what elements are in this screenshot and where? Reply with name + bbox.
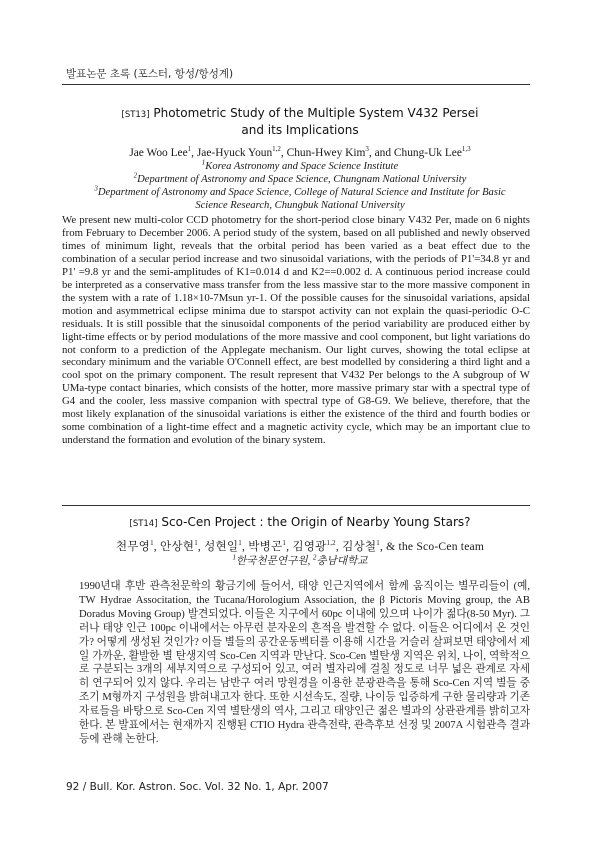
author-affil-mark: 1 — [282, 539, 287, 548]
article1-title-line2: and its Implications — [241, 123, 359, 137]
author-separator: , — [197, 540, 205, 553]
top-rule — [62, 84, 530, 85]
author-separator: , — [242, 540, 249, 553]
author-name: 안상현 — [159, 540, 195, 553]
article2-authors — [62, 540, 538, 554]
article2-affiliations — [62, 555, 538, 568]
author-name: 김영광 — [292, 540, 327, 553]
article2-title — [62, 515, 538, 532]
author-affil-mark: 1 — [187, 145, 192, 154]
article1-title — [62, 106, 538, 138]
article1-affiliations — [62, 160, 538, 212]
author-separator: , and — [368, 147, 394, 159]
affiliation-text: 충남대학교 — [316, 556, 368, 567]
section-divider — [62, 505, 530, 506]
author-name: Chung-Uk Lee — [393, 147, 462, 159]
article1-code: [ST13] — [121, 110, 150, 120]
author-name: Jae-Hyuck Youn — [196, 147, 273, 159]
author-separator: , — [153, 540, 160, 553]
author-affil-mark: 1,2 — [272, 145, 281, 154]
affiliation-text: Department of Astronomy and Space Science, Chungnam National University — [137, 174, 467, 185]
author-name: Jae Woo Lee — [129, 147, 188, 159]
author-affil-mark: 1 — [194, 539, 198, 548]
affiliation-line — [62, 199, 538, 212]
author-name: 김상철 — [342, 540, 377, 553]
author-separator: , — [335, 540, 343, 553]
article1-abstract — [62, 214, 530, 447]
author-name: 박병곤 — [248, 540, 283, 553]
author-name: 성현일 — [204, 540, 239, 553]
affiliation-text: Science Research, Chungbuk National University — [195, 200, 405, 211]
affiliation-line — [62, 186, 538, 199]
affiliation-mark: 2 — [312, 553, 317, 562]
affiliation-text: 한국천문연구원, — [235, 556, 313, 567]
author-affil-mark: 1 — [150, 539, 154, 548]
author-name: 천무영 — [115, 540, 151, 553]
article2-abstract-text: 1990년대 후반 관측천문학의 황금기에 들어서, 태양 인근지역에서 함께 움직이는 별무리들이 (예, TW Hydrae Associtation, the Tucana/Horologium Association, the β Pictoris Moving group, the AB Doradus Moving Group) 발견되었다. 이들은 지구에서 60pc 이내에 있으며 나이가 젊다(8-50 Myr). 그러나 태양 인근 100pc 이내에서는 아무런 분자운의 흔적을 발견할 수 없다. 이들은 어디에서 온 것인가? 어떻게 생성된 것인가? 이들 별들의 공간운동벡터를 이용해 시간을 거슬러 살펴보면 태양에서 제일 가까운, 활발한 별 탄생지역 Sco-Cen 지역과 만난다. Sco-Cen 별탄생 지역은 위치, 나이, 역학적으로 구분되는 3개의 세부지역으로 구성되어 있고, 여러 별자리에 걸칠 정도로 너무 넓은 관계로 자세히 연구되어 있지 않다. 우리는 남반구 여러 망원경을 이용한 분광관측을 통해 Sco-Cen 지역 별들 중 조기 M형까지 구성원을 밝혀내고자 한다. 또한 시선속도, 질량, 나이등 입증하게 구한 물리량과 기존 자료들을 바탕으로 Sco-Cen 지역 별탄생의 역사, 그리고 태양인근 젊은 별과의 상관관계를 밝히고자 한다. 본 발표에서는 현재까지 진행된 CTIO Hydra 관측전략, 관측후보 선정 및 2007A 시험관측 결과 등에 관해 논한다. — [79, 581, 530, 745]
author-affil-mark: 1 — [238, 539, 242, 548]
author-separator: , — [191, 147, 197, 159]
author-affil-mark: 3 — [365, 145, 369, 154]
author-separator: , — [280, 147, 287, 159]
section-header: 발표논문 초록 (포스터, 항성/항성계) — [66, 68, 234, 80]
affiliation-mark: 1 — [201, 158, 206, 167]
author-separator: , — [286, 540, 293, 553]
article1-abstract-text: We present new multi-color CCD photometry for the short-period close binary V432 Per, made on 6 nights from February to December 2006. A period study of the system, based on all published and newly observed times of minimum light, reveals that the orbital period has been varied as a beat effect due to the combination of a secular period increase and two sinusoidal variations, with the periods of P1'=34.8 yr and P1' =9.8 yr and the semi-amplitudes of K1=0.014 d and K2==0.002 d. A continuous period increase could be interpreted as a conservative mass transfer from the less massive star to the more massive component in the system with a rate of 1.18×10-7Msun yr-1. Of the possible causes for the sinusoidal variations, apsidal motion and asymmetrical eclipse minima due to starspot activity can not explain the quasi-periodic O-C residuals. It is still possible that the sinusoidal components of the period variability are produced either by light-time effects or by period modulations of the more massive and cool component, but light variations do not conform to a prediction of the Applegate mechanism. Our light curves, showing the total eclipse at secondary minimum and the variable O'Connell effect, are best modelled by considering a third light and a cool spot on the primary component. The result represent that V432 Per belongs to the A subgroup of W UMa-type contact binaries, which consists of the hotter, more massive primary star with a spectral type of G4 and the cooler, less massive companion with spectral type of G8-G9. We believe, therefore, that the most likely explanation of the sinusoidal variations is either the existence of the third and fourth bodies or some combination of a light-time effect and a magnetic activity cycle, which may be an important clue to understand the formation and evolution of the binary system. — [62, 214, 530, 447]
affiliation-text: Korea Astronomy and Space Science Institute — [205, 161, 399, 172]
affiliation-line — [62, 173, 538, 186]
author-affil-mark: 1 — [376, 539, 380, 548]
page-footer: 92 / Bull. Kor. Astron. Soc. Vol. 32 No. 1, Apr. 2007 — [66, 781, 329, 793]
affiliation-mark: 1 — [232, 553, 236, 562]
affiliation-mark: 3 — [94, 184, 98, 193]
author-name: Chun-Hwey Kim — [286, 147, 366, 159]
article1-title-line1: Photometric Study of the Multiple System V432 Persei — [153, 106, 479, 120]
article1-authors — [62, 146, 538, 160]
article2-abstract — [79, 580, 530, 747]
affiliation-text: Department of Astronomy and Space Science, College of Natural Science and Institute for Basic — [97, 187, 506, 198]
author-affil-mark: 1,2 — [326, 539, 336, 548]
affiliation-mark: 2 — [133, 171, 138, 180]
article2-title-text: Sco-Cen Project : the Origin of Nearby Young Stars? — [161, 515, 471, 529]
author-affil-mark: 1,3 — [461, 145, 471, 154]
article2-code: [ST14] — [129, 519, 158, 529]
author-separator: , & the Sco-Cen team — [379, 540, 485, 553]
